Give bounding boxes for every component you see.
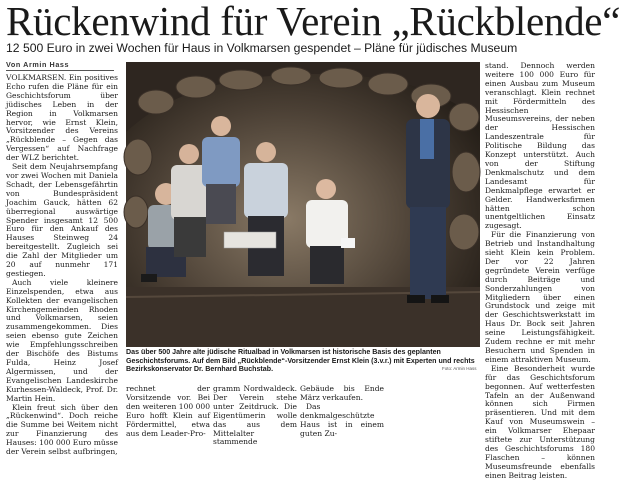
article-column-3: gramm Nordwaldeck. Der Verein stehe unter Zeitdruck. Die Eigentümerin wolle das aus dem Mittelalter stammende	[213, 384, 297, 447]
paragraph: stand. Dennoch werden weitere 100 000 Euro für einen Ausbau zum Museum veranschlagt. Klein rechnet mit Fördermitteln des Hessischen Museumsvereins, der neben der Hessischen Landeszentrale für Politische Bildung das Konzept unterstützt. Auch von der Stiftung Denkmalschutz und dem Landesamt für Denkmalpflege erwartet er Gelder. Handwerksfirmen hätten schon unentgeltlichen Einsatz zugesagt.	[485, 61, 595, 231]
article-column-5	[485, 61, 595, 480]
paragraph: Auch viele kleinere Einzelspenden, etwa aus Kollekten der evangelischen Kirchengemeinden Rhoden und Volkmarsen, seien zusammengekommen. Dies seien ebenso gute Zeichen wie Empfehlungsschreiben der Bischöfe des Bistums Fulda, Heinz Josef Algermissen, und der Evangelischen Landeskirche Kurhessen-Waldeck, Prof. Dr. Martin Hein.	[6, 277, 118, 403]
paragraph: Das denkmalgeschützte Haus ist in einem guten Zu-	[300, 401, 384, 438]
paragraph: Eine Besonderheit wurde für das Geschichtsforum begonnen. Auf wetterfesten Tafeln an der Außenwand können sich Firmen präsentieren. Und mit dem Kauf von Museumswein – ein Volkmarser Ehepaar stiftete zur Unterstützung des Geschichtsforums 180 Flaschen – können Museumsfreunde ebenfalls einen Beitrag leisten.	[485, 363, 595, 480]
article-column-2: rechnet der Vorsitzende vor. Bei den weiteren 100 000 Euro hofft Klein auf Fördermittel, etwa aus dem Leader-Pro-	[126, 384, 210, 438]
photo-credit: Foto: Armin Hass	[442, 366, 477, 371]
byline: Von Armin Hass	[6, 60, 114, 71]
article-column-1	[6, 73, 118, 457]
article-column-4	[300, 384, 384, 438]
cellar-photo-illustration	[126, 62, 480, 347]
headline: Rückenwind für Verein „Rückblende“	[6, 0, 620, 44]
paragraph: Gebäude bis Ende März verkaufen.	[300, 384, 384, 402]
paragraph: Klein freut sich über den „Rückenwind“. Doch reiche die Summe bei Weitem nicht zur Finanzierung des Hauses: 100 000 Euro müsse der Verein selbst aufbringen,	[6, 402, 118, 457]
paragraph: VOLKMARSEN. Ein positives Echo rufen die Pläne für ein Geschichtsforum über jüdisches Leben in der Region in Volkmarsen hervor, wie Ernst Klein, Vorsitzender des Vereins „Rückblende – Gegen das Vergessen“ auf Nachfrage der WLZ berichtet.	[6, 73, 118, 163]
subheadline: 12 500 Euro in zwei Wochen für Haus in Volkmarsen gespendet – Pläne für jüdisches Museum	[6, 41, 518, 55]
photo-caption: Das über 500 Jahre alte jüdische Ritualbad in Volkmarsen ist historische Basis des geplanten Geschichtsforums. Auf dem Bild „Rückblende“-Vorsitzender Ernst Klein (3.v.r.) mit Experten und rechts Bezirkskonservator Dr. Bernhard Buchstab.	[126, 348, 475, 374]
paragraph: Seit dem Neujahrsempfang vor zwei Wochen mit Daniela Schadt, der Lebensgefährtin von Bundespräsident Joachim Gauck, hätten 62 überregional auswärtige Spender insgesamt 12 500 Euro für den Ankauf des Hauses Steinweg 24 bereitgestellt. Zugleich sei die Zahl der Mitglieder um 20 auf nunmehr 171 gestiegen.	[6, 162, 118, 278]
paragraph: Für die Finanzierung von Betrieb und Instandhaltung sieht Klein kein Problem. Der vor 22 Jahren gegründete Verein verfüge durch Beiträge und Sonderzahlungen von Mitgliedern über einen Grundstock und zeige mit der Geschichtswerkstatt im Haus Dr. Bock seit Jahren seine Leistungsfähigkeit. Zudem rechne er mit mehr Besuchern und Spenden in einem attraktiven Museum.	[485, 230, 595, 364]
article-photo	[126, 62, 480, 347]
